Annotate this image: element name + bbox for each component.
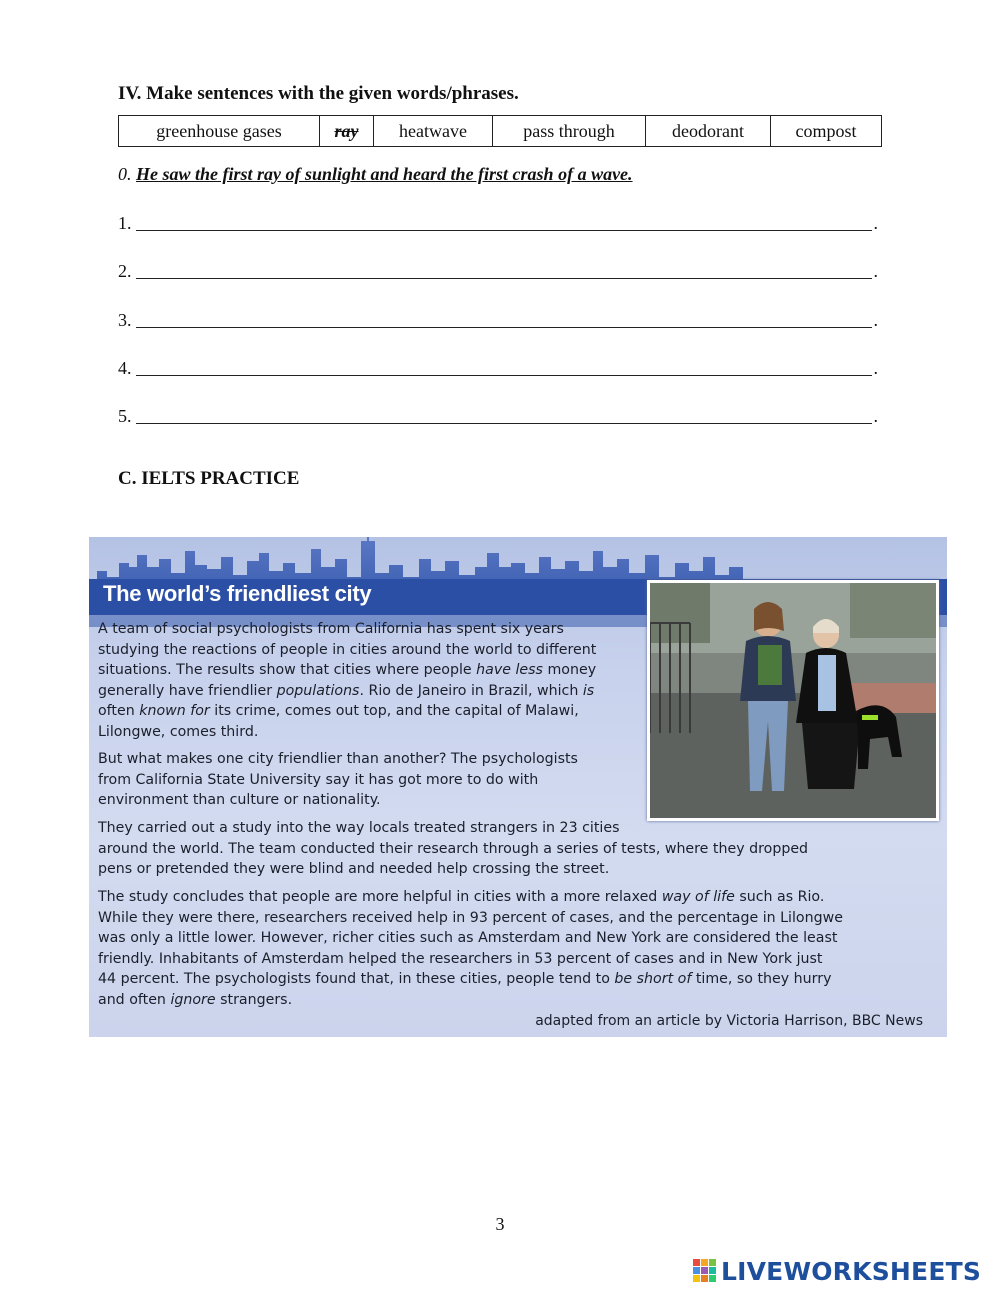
article-image: [89, 537, 947, 1037]
liveworksheets-logo-icon: [693, 1259, 717, 1283]
street-photo: [647, 580, 939, 821]
line-number: 1.: [118, 213, 132, 233]
section-c-heading: C. IELTS PRACTICE: [118, 468, 300, 489]
example-number: 0.: [118, 164, 132, 184]
line-end: .: [873, 358, 878, 378]
word-cell: compost: [771, 116, 882, 147]
answer-blank[interactable]: [136, 230, 872, 231]
liveworksheets-logo[interactable]: [693, 1256, 981, 1286]
answer-line-1[interactable]: [118, 213, 882, 237]
line-end: .: [873, 213, 878, 233]
article-title: The world’s friendliest city: [103, 581, 372, 606]
line-end: .: [873, 406, 878, 426]
section-iv-heading: IV. Make sentences with the given words/phrases.: [118, 83, 519, 104]
word-box: [118, 115, 882, 147]
liveworksheets-logo-text: LIVEWORKSHEETS: [721, 1256, 982, 1286]
answer-line-5[interactable]: [118, 406, 882, 430]
answer-blank[interactable]: [136, 423, 872, 424]
line-number: 5.: [118, 406, 132, 426]
word-cell: deodorant: [646, 116, 771, 147]
example-sentence: [118, 164, 633, 185]
example-answer: He saw the first ray of sunlight and heard the first crash of a wave.: [136, 164, 633, 184]
article-credit: adapted from an article by Victoria Harrison, BBC News: [535, 1013, 923, 1029]
line-number: 2.: [118, 261, 132, 281]
answer-blank[interactable]: [136, 327, 872, 328]
answer-blank[interactable]: [136, 278, 872, 279]
word-cell-crossed: ray: [320, 116, 374, 147]
article-paragraph-4: The study concludes that people are more helpful in cities with a more relaxed way of life such as Rio. While they were there, researchers received help in 93 percent of cases, and the percentage in Lilongwe was only a little lower. However, richer cities such as Amsterdam and New York are considered the least friendly. Inhabitants of Amsterdam helped the researchers in 53 percent of cases and in New York just 44 percent. The psychologists found that, in these cities, people tend to be short of time, so they hurry and often ignore strangers.: [98, 889, 843, 1008]
answer-line-2[interactable]: [118, 261, 882, 285]
page-number: 3: [495, 1214, 505, 1234]
word-cell: heatwave: [374, 116, 493, 147]
line-end: .: [873, 310, 878, 330]
word-cell: pass through: [493, 116, 646, 147]
photo-illustration: [650, 583, 936, 818]
article-paragraph-3: They carried out a study into the way locals treated strangers in 23 cities around the world. The team conducted their research through a series of tests, where they dropped pens or pretended they were blind and needed help crossing the street.: [98, 820, 809, 877]
line-end: .: [873, 261, 878, 281]
answer-blank[interactable]: [136, 375, 872, 376]
word-cell: greenhouse gases: [119, 116, 320, 147]
article-paragraph-1: A team of social psychologists from California has spent six years studying the reactions of people in cities around the world to different situations. The results show that cities where people have less money generally have friendlier populations. Rio de Janeiro in Brazil, which is often known for its crime, comes out top, and the capital of Malawi, Lilongwe, comes third.: [98, 621, 597, 740]
answer-line-4[interactable]: [118, 358, 882, 382]
line-number: 4.: [118, 358, 132, 378]
answer-line-3[interactable]: [118, 310, 882, 334]
line-number: 3.: [118, 310, 132, 330]
article-paragraph-2: But what makes one city friendlier than another? The psychologists from California State University say it has got more to do with environment than culture or nationality.: [98, 751, 578, 808]
